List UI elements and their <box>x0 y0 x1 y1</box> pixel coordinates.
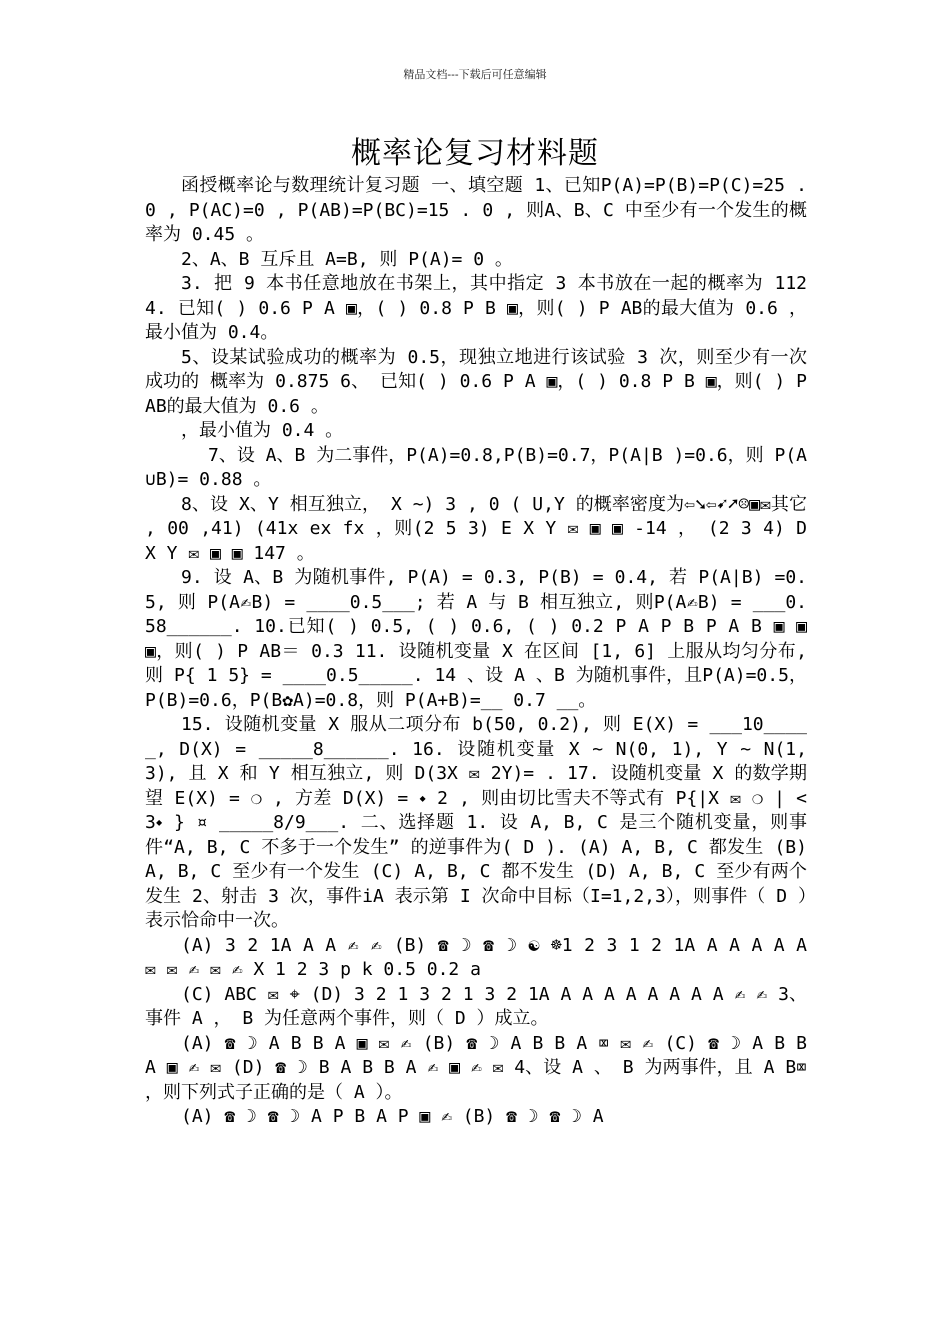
paragraph: (C) ABC ✉ ⌖ (D) 3 2 1 3 2 1 3 2 1A A A A A A A A A ✍ ✍ 3、事件 A ， B 为任意两个事件，则（ D ）成立。 <box>145 983 807 1029</box>
paragraph: 7、设 A、B 为二事件，P(A)=0.8,P(B)=0.7，P(A|B )=0.6，则 P(A∪B)= 0.88 。 <box>145 444 807 490</box>
document-body <box>145 174 807 1130</box>
header-note: 精品文档---下载后可任意编辑 <box>403 68 547 81</box>
paragraph: 2、A、B 互斥且 A=B, 则 P(A)= 0 。 <box>181 248 513 270</box>
paragraph: (A) ☎ ☽ ☎ ☽ A P B A P ▣ ✍ (B) ☎ ☽ ☎ ☽ A <box>181 1106 604 1127</box>
paragraph: 5、设某试验成功的概率为 0.5，现独立地进行该试验 3 次，则至少有一次成功的 概率为 0.875 6、 已知( ) 0.6 P A ▣，( ) 0.8 P B ▣，则( ) P AB的最大值为 0.6 。 <box>145 346 807 417</box>
page-title: 概率论复习材料题 <box>351 136 599 171</box>
paragraph: 9. 设 A、B 为随机事件, P(A) = 0.3, P(B) = 0.4, 若 P(A|B) =0.5, 则 P(A✍B) = ____0.5___; 若 A 与 B 相互独立, 则P(A✍B) = ___0.58______. 10.已知( ) 0.5, ( ) 0.6, ( ) 0.2 P A P B P A B ▣ ▣ ▣，则( ) P AB＝ 0.3 11. 设随机变量 X 在区间 [1, 6] 上服从均匀分布, 则 P{ 1 5} = ____0.5_____. 14 、设 A 、B 为随机事件，且P(A)=0.5，P(B)=0.6，P(B✿A)=0.8，则 P(A+B)=__ 0.7 __。 <box>145 567 807 711</box>
paragraph: (A) ☎ ☽ A B B A ▣ ✉ ✍ (B) ☎ ☽ A B B A ⌧ ✉ ✍ (C) ☎ ☽ A B B A ▣ ✍ ✉ (D) ☎ ☽ B A B B A ✍ ▣ ✍ ✉ 4、设 A 、 B 为两事件，且 A B⌧ ，则下列式子正确的是（ A ）。 <box>145 1032 807 1103</box>
paragraph: (A) 3 2 1A A A ✍ ✍ (B) ☎ ☽ ☎ ☽ ☯ ☸1 2 3 1 2 1A A A A A A ✉ ✉ ✍ ✉ ✍ X 1 2 3 p k 0.5 0.2 a <box>145 934 807 980</box>
paragraph: 3. 把 9 本书任意地放在书架上，其中指定 3 本书放在一起的概率为 112 4. 已知( ) 0.6 P A ▣，( ) 0.8 P B ▣，则( ) P AB的最大值为 0.6 ，最小值为 0.4。 <box>145 273 807 343</box>
paragraph: 函授概率论与数理统计复习题 一、填空题 1、已知P(A)=P(B)=P(C)=25 . 0 , P(AC)=0 , P(AB)=P(BC)=15 . 0 , 则A、B、C 中至少有一个发生的概率为 0.45 。 <box>145 175 807 245</box>
paragraph: 8、设 X、Y 相互独立， X ~) 3 , 0 ( U,Y 的概率密度为⇦➘⇦➹➚☹▣✉其它 , 00 ,41) (41x ex fx ，则(2 5 3) E X Y ✉ ▣ ▣ -14 ， (2 3 4) D X Y ✉ ▣ ▣ 147 。 <box>145 493 807 564</box>
paragraph: ，最小值为 0.4 。 <box>181 420 344 441</box>
paragraph: 15. 设随机变量 X 服从二项分布 b(50, 0.2), 则 E(X) = ___10_____, D(X) = _____8______. 16. 设随机变量 X ~ N(0, 1), Y ~ N(1, 3), 且 X 和 Y 相互独立, 则 D(3X ✉ 2Y)= . 17. 设随机变量 X 的数学期望 E(X) = ❍ , 方差 D(X) = ⬩ 2 , 则由切比雪夫不等式有 P{|X ✉ ❍ | < 3⬩ } ¤ _____8/9___. 二、选择题 1. 设 A, B, C 是三个随机变量，则事件“A, B, C 不多于一个发生” 的逆事件为( D ). (A) A, B, C 都发生 (B) A, B, C 至少有一个发生 (C) A, B, C 都不发生 (D) A, B, C 至少有两个发生 2、射击 3 次，事件iA 表示第 I 次命中目标（I=1,2,3），则事件（ D ）表示恰命中一次。 <box>145 714 807 931</box>
